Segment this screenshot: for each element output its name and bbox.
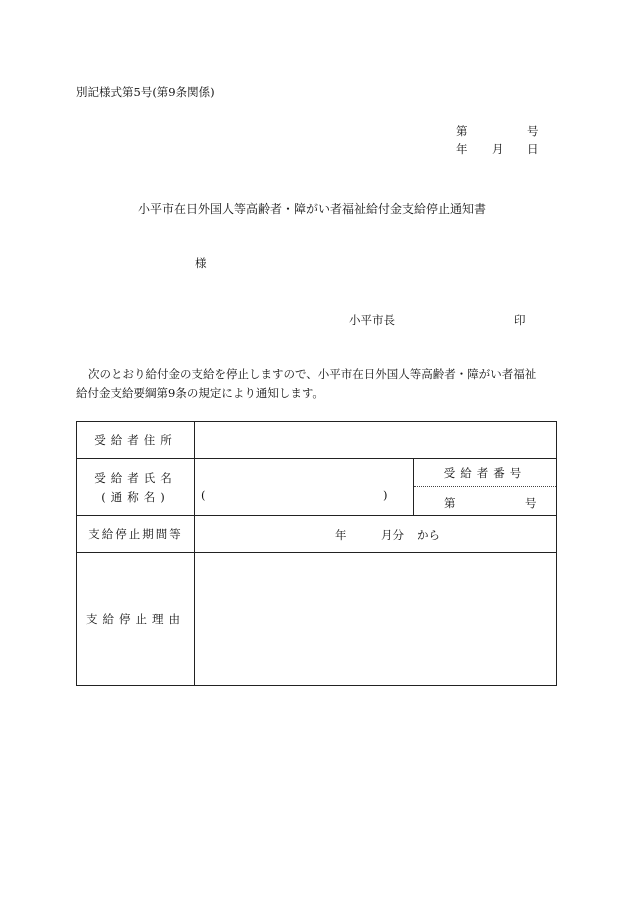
alias-label: (通称名) (101, 489, 170, 504)
reason-label: 支給停止理由 (86, 612, 185, 626)
doc-number-suffix: 号 (527, 124, 539, 138)
doc-number-prefix: 第 (456, 124, 468, 138)
period-label-cell (77, 516, 195, 553)
period-value-cell[interactable] (195, 516, 557, 553)
notice-table (76, 421, 557, 686)
date-day: 日 (527, 142, 539, 156)
address-label: 受給者住所 (94, 433, 177, 447)
document-title: 小平市在日外国人等高齢者・障がい者福祉給付金支給停止通知書 (138, 202, 487, 216)
reason-value-cell[interactable] (195, 553, 557, 686)
reason-row (77, 553, 557, 686)
recipient-number-cell (414, 459, 557, 516)
address-row (77, 422, 557, 459)
recipient-number-prefix: 第 (444, 496, 456, 510)
issuer-seal: 印 (514, 313, 526, 327)
address-value-cell[interactable] (195, 422, 557, 459)
period-label: 支給停止期間等 (88, 527, 183, 541)
alias-open-paren: ( (201, 487, 206, 502)
issuer-name: 小平市長 (349, 313, 395, 327)
period-year: 年 (335, 527, 347, 542)
recipient-number-suffix: 号 (525, 496, 537, 510)
reason-label-cell (77, 553, 195, 686)
name-row (77, 459, 557, 516)
recipient-number-label: 受給者番号 (414, 459, 556, 487)
name-value-cell[interactable] (195, 459, 414, 516)
period-from: から (417, 527, 440, 542)
address-label-cell (77, 422, 195, 459)
addressee-suffix: 様 (195, 256, 207, 270)
period-month: 月分 (381, 527, 404, 542)
name-label: 受給者氏名 (94, 470, 177, 485)
recipient-number-value[interactable] (414, 487, 556, 515)
date-year: 年 (456, 142, 468, 156)
body-text-line-2: 給付金支給要綱第9条の規定により通知します。 (76, 386, 324, 400)
date-month: 月 (492, 142, 504, 156)
body-text-line-1: 次のとおり給付金の支給を停止しますので、小平市在日外国人等高齢者・障がい者福祉 (88, 367, 537, 381)
form-reference: 別記様式第5号(第9条関係) (76, 85, 215, 99)
alias-close-paren: ) (383, 487, 388, 502)
name-label-cell (77, 459, 195, 516)
period-row (77, 516, 557, 553)
